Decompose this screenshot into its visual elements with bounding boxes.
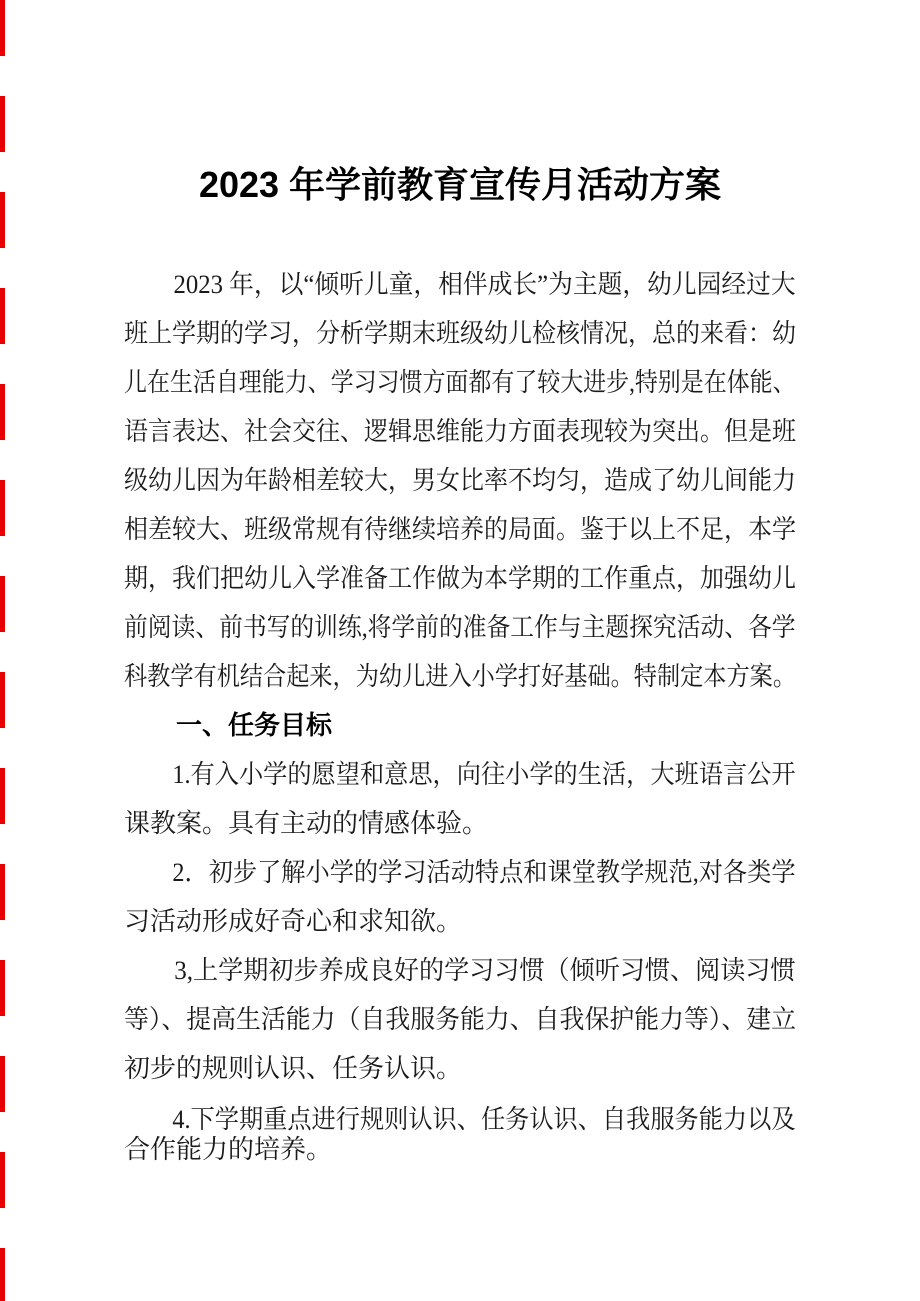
document-title: 2023 年学前教育宣传月活动方案: [198, 164, 722, 205]
text-line: 级幼儿因为年龄相差较大，男女比率不均匀，造成了幼儿间能力: [124, 466, 797, 495]
text-line: 1.有入小学的愿望和意思，向往小学的生活，大班语言公开: [172, 760, 796, 789]
title-gap: [124, 210, 796, 260]
text-line: 4.下学期重点进行规则认识、任务认识、自我服务能力以及: [172, 1105, 796, 1134]
text-line: 2．初步了解小学的学习活动特点和课堂教学规范,对各类学: [172, 858, 796, 887]
text-line: 课教案。具有主动的情感体验。: [124, 809, 489, 838]
text-line: 等）、提高生活能力（自我服务能力、自我保护能力等）、建立: [124, 1005, 797, 1034]
text-line: 前阅读、前书写的训练,将学前的准备工作与主题探究活动、各学: [124, 613, 796, 642]
text-line: 2023 年，以“倾听儿童，相伴成长”为主题，幼儿园经过大: [173, 270, 796, 299]
text-line: 班上学期的学习，分析学期末班级幼儿检核情况，总的来看：幼: [124, 319, 797, 348]
text-line: 3,上学期初步养成良好的学习习惯（倾听习惯、阅读习惯: [174, 956, 796, 985]
text-line: 儿在生活自理能力、学习习惯方面都有了较大进步,特别是在体能、: [124, 368, 796, 397]
document-lines: [124, 260, 796, 1165]
text-line: 初步的规则认识、任务认识。: [124, 1054, 463, 1083]
text-line: 语言表达、社会交往、逻辑思维能力方面表现较为突出。但是班: [124, 417, 797, 446]
document-content: [124, 160, 796, 1165]
text-line: 习活动形成好奇心和求知欲。: [124, 907, 463, 936]
text-line: 合作能力的培养。: [124, 1135, 333, 1164]
red-dashed-border: [0, 0, 5, 1301]
text-line: 期，我们把幼儿入学准备工作做为本学期的工作重点，加强幼儿: [124, 564, 797, 593]
text-line: 一、任务目标: [176, 711, 333, 740]
text-line: 相差较大、班级常规有待继续培养的局面。鉴于以上不足，本学: [124, 515, 797, 544]
text-line: 科教学有机结合起来，为幼儿进入小学打好基础。特制定本方案。: [124, 662, 797, 691]
